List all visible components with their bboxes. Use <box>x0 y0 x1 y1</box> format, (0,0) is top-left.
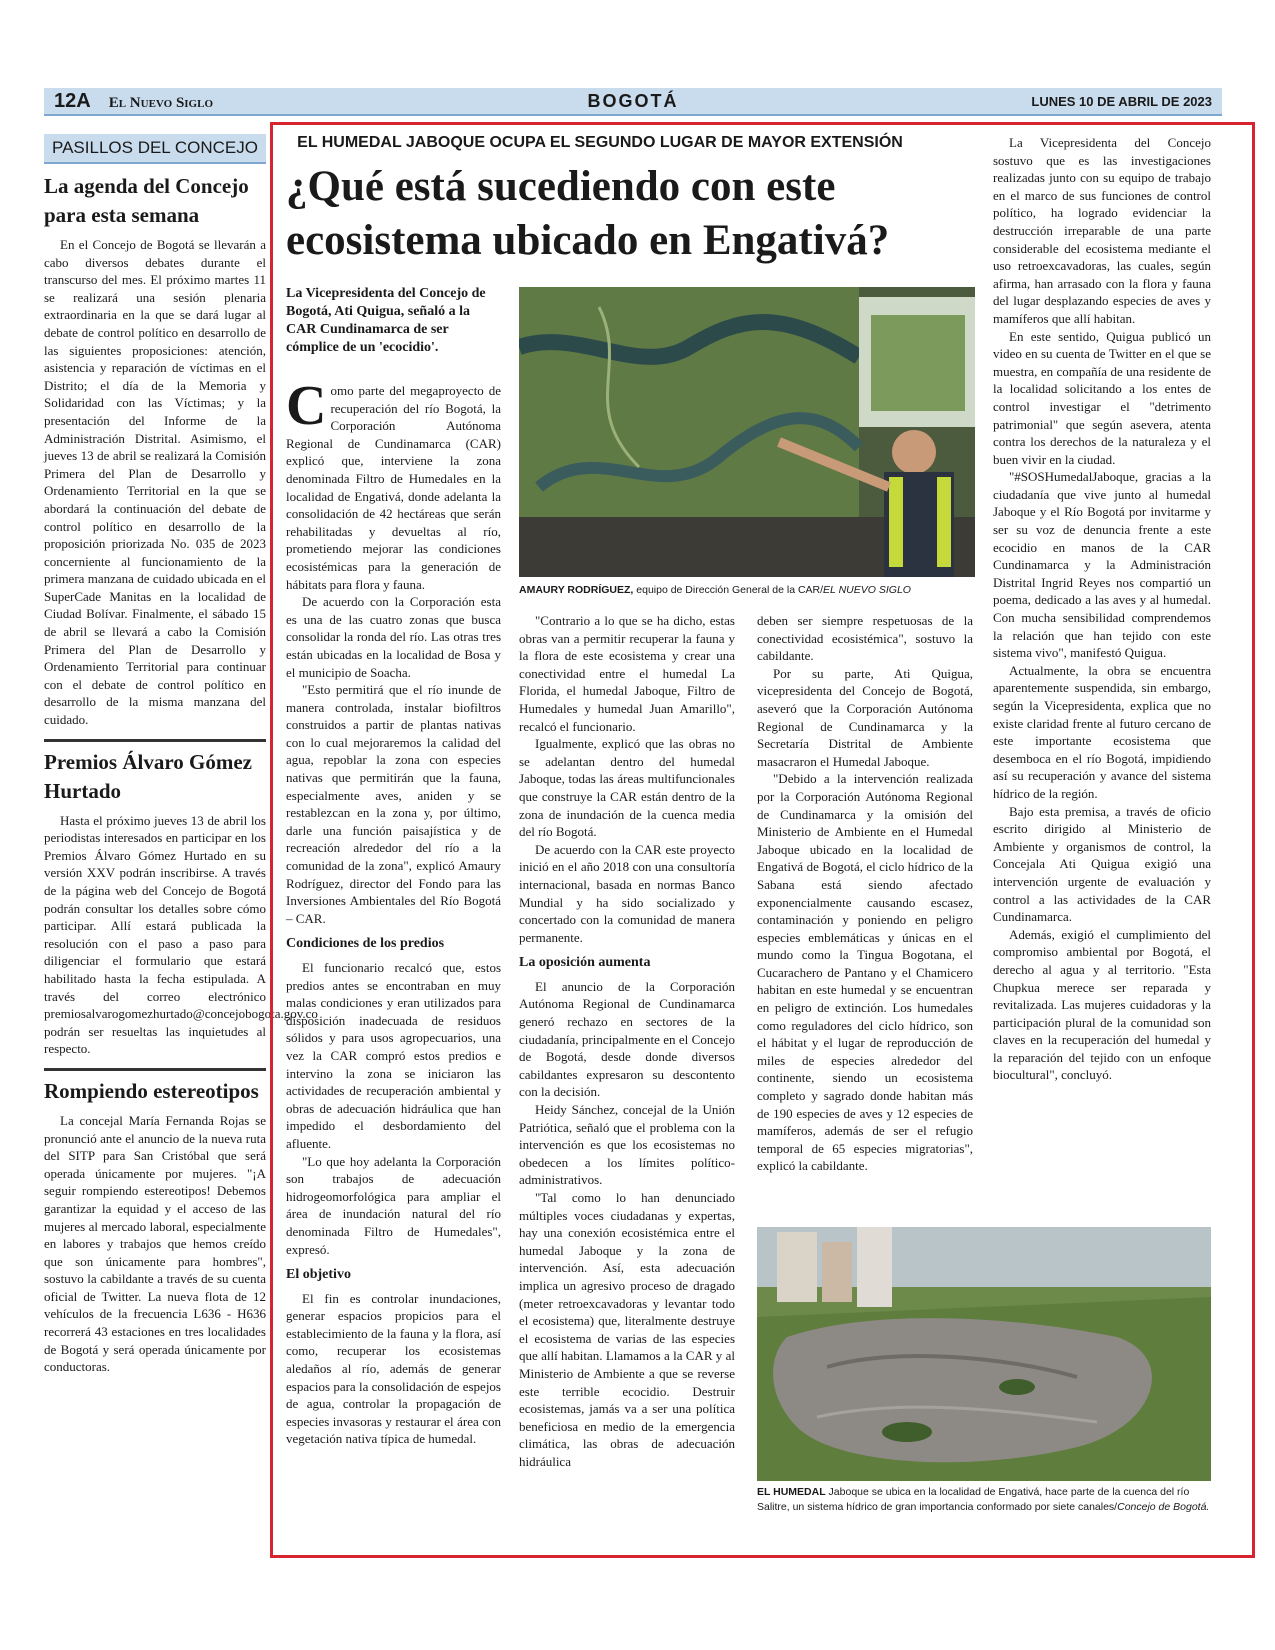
article-paragraph: De acuerdo con la Corporación esta es una de las cuatro zonas que busca consolidar la ronda del río. Las otras tres están ubicadas en la localidad de Bosa y el municipio de Soacha. <box>286 594 501 680</box>
article-paragraph: El funcionario recalcó que, estos predios antes se encontraban en muy malas condiciones y eran utilizados para disposición inadecuada de residuos sólidos y para usos agropecuarios, una vez la CAR compró estos predios e intervino la zona se iniciaron las actividades de recuperación ambiental y obras de adecuación hidráulica que han impedido el desbordamiento del afluente. <box>286 960 501 1151</box>
article-paragraph: Como parte del megaproyecto de recuperación del río Bogotá, la Corporación Autónoma Regional de Cundinamarca (CAR) explicó que, interviene la zona denominada Filtro de Humedales en la localidad de Engativá, donde adelanta la consolidación de 42 hectáreas que serán rehabilitadas y devueltas al río, prometiendo mejorar las condiciones ecosistémicas para la generación de hábitats para flora y fauna. <box>286 375 501 592</box>
newspaper-name: El Nuevo Siglo <box>108 94 214 111</box>
sidebar-story-title: La agenda del Concejo para esta semana <box>44 174 249 227</box>
divider <box>44 1068 266 1071</box>
sidebar-kicker: PASILLOS DEL CONCEJO <box>44 134 266 164</box>
article-paragraph: El fin es controlar inundaciones, generar espacios propicios para el establecimiento de la fauna y la flora, así como, recuperar los ecosistemas aledaños al río, además de generar espacios para la consolidación de espejos de agua, controlar la propagación de especies invasoras y restaurar el área con vegetación nativa típica de humedal. <box>286 1290 501 1447</box>
photo-presentation <box>519 287 975 577</box>
article-paragraph: "Lo que hoy adelanta la Corporación son trabajos de adecuación hidrogeomorfológica para ampliar el área de inundación natural del río denominada Filtro de Humedales", expresó. <box>286 1153 501 1257</box>
article-paragraph: Por su parte, Ati Quigua, vicepresidenta del Concejo de Bogotá, aseveró que la Corporación Autónoma Regional de Cundinamarca y la Secretaría Distrital de Ambiente masacraron el Humedal Jaboque. <box>757 665 973 769</box>
sidebar-story-title: Rompiendo estereotipos <box>44 1078 259 1103</box>
article-paragraph: "Tal como lo han denunciado múltiples voces ciudadanas y expertas, hay una conexión ecosistémica entre el humedal Jaboque y la zona de intervención. Así, esta adecuación implica un agresivo proceso de dragado (meter retroexcavadoras y levantar todo el ecosistema) que, literalmente destruye el ecosistema de varias de las especies que allí habitan. Llamamos a la CAR y al Ministerio de Ambiente a que se reverse este terrible ecocidio. Destruir ecosistemas, jamás va a ser una política beneficiosa en medio de la emergencia climática, las obras de adecuación hidráulica <box>519 1190 735 1469</box>
article-column-1 <box>286 375 501 1448</box>
article-paragraph: "Contrario a lo que se ha dicho, estas obras van a permitir recuperar la fauna y la flora de este ecosistema y crear una conectividad entre el humedal La Florida, el humedal Jaboque, Filtro de Humedales y humedal Juan Amarillo", recalcó el funcionario. <box>519 613 735 734</box>
subheading: El objetivo <box>286 1267 351 1283</box>
subheading: La oposición aumenta <box>519 955 651 971</box>
article-paragraph: Bajo esta premisa, a través de oficio escrito dirigido al Ministerio de Ambiente y organismos de control, la Concejala Ati Quigua exigió una intervención urgente de evaluación y control a las actividades de la CAR Cundinamarca. <box>993 803 1211 925</box>
article-paragraph: Igualmente, explicó que las obras no se adelantan dentro del humedal Jaboque, todas las áreas multifuncionales que construye la CAR están dentro de la zona de inundación de la cuenca media del río Bogotá. <box>519 736 735 840</box>
caption-text: equipo de Dirección General de la CAR/ <box>633 584 824 596</box>
sidebar-column <box>44 134 318 1376</box>
article-paragraph: "Debido a la intervención realizada por la Corporación Autónoma Regional de Cundinamarca y la omisión del Ministerio de Ambiente en el Humedal Jaboque ubicado en la localidad de Engativá de Bogotá, el ciclo hídrico de la Sabana está siendo afectado exponencialmente causando escasez, contaminación y poniendo en peligro especies emblemáticas y únicas en el mundo como la Tingua Bogotana, el Cucarachero de Pantano y el Chamicero habitan en este humedal y se encuentran en peligro de extinción. Los humedales como reguladores del ciclo hídrico, son el hábitat y el lugar de reproducción de miles de especies alrededor del continente, siendo un ecosistema completo y sagrado donde habitan más de 190 especies de aves y 12 especies de mamíferos, además de ser el refugio temporal de 65 especies migratorias", explicó la cabildante. <box>757 771 973 1174</box>
section-title: BOGOTÁ <box>587 90 679 111</box>
photo-caption <box>757 1485 1211 1515</box>
article-column-4 <box>993 134 1211 1084</box>
article-paragraph: "Esto permitirá que el río inunde de manera controlada, instalar biofiltros construidos a partir de plantas nativas con lo cual mejoraremos la calidad del agua, repoblar la zona con especies nativas que permitirán que la fauna, especialmente aves, aniden y se restablezcan en la zona y, por último, darle una función paisajística y de recreación alrededor del río a la comunidad de la zona", explicó Amaury Rodríguez, director del Fondo para las Inversiones Ambientales del Río Bogotá – CAR. <box>286 682 501 926</box>
page-header <box>44 88 1222 116</box>
sidebar-story-text: Hasta el próximo jueves 13 de abril los periodistas interesados en participar en los Premios Álvaro Gómez Hurtado en su versión XXV podrán inscribirse. A través de la página web del Concejo de Bogotá podrán consultar los detalles sobre cómo participar. Allí estará publicada la resolución con el paso a paso para diligenciar el formulario que estará habilitado hasta la fecha estipulada. A través del correo electrónico premiosalvarogomezhurtado@concejobogota.gov.co podrán ser resueltas las inquietudes al respecto. <box>44 812 318 1057</box>
page-number: 12A <box>54 89 91 112</box>
article-paragraph: La Vicepresidenta del Concejo sostuvo que es las investigaciones realizadas junto con su equipo de trabajo en el marco de sus funciones de control político, ha logrado evidenciar la destrucción irreparable de una parte considerable del ecosistema mediante el uso retroexcavadoras, las cuales, según afirma, han arrasado con la flora y fauna del lugar desplazando especies de aves y mamíferos que allí habitan. <box>993 135 1211 326</box>
sidebar-story-text: En el Concejo de Bogotá se llevarán a cabo diversos debates durante el transcurso del mes. El próximo martes 11 se realizará una sesión plenaria extraordinaria en la que se dará lugar al debate de control político en desarrollo de las siguientes proposiciones: atención, asistencia y reparación de víctimas en el Distrito; el día de la Memoria y Solidaridad con las Víctimas; y la presentación del Informe de la Administración Distrital. Asimismo, el jueves 13 de abril se realizará la Comisión Primera del Plan de Desarrollo y Ordenamiento Territorial en la que se abordará la continuación del debate de control político en desarrollo de la proposición priorizada No. 035 de 2023 concerniente al funcionamiento de la primera manzana de cuidado ubicada en el SuperCade Manitas en la localidad de Ciudad Bolívar. Finalmente, el sábado 15 de abril se llevará a cabo la Comisión Primera del Plan de Desarrollo y Ordenamiento Territorial para continuar con el debate de control político en desarrollo de la misma manzana del cuidado. <box>44 237 266 728</box>
article-column-3 <box>757 612 973 1175</box>
article-paragraph: En este sentido, Quigua publicó un video en su cuenta de Twitter en el que se muestra, en compañía de una residente de la localidad solicitando a los entes de control investigar el "detrimento patrimonial" que según asevera, atenta contra los derechos de la naturaleza y el buen vivir en la ciudad. <box>993 328 1211 467</box>
article-paragraph: De acuerdo con la CAR este proyecto inició en el año 2018 con una consultoría internacional, basada en normas Banco Mundial y ha sido socializado y concertado con la comunidad de manera permanente. <box>519 841 735 945</box>
article-column-2 <box>519 612 735 1471</box>
photo-caption <box>519 584 975 596</box>
article-paragraph: El anuncio de la Corporación Autónoma Regional de Cundinamarca generó rechazo en sectores de la ciudadanía, principalmente en el Concejo de Bogotá, desde donde diversos cabildantes expresaron su descontento con la decisión. <box>519 978 735 1100</box>
sidebar-story-title: Premios Álvaro Gómez Hurtado <box>44 749 253 803</box>
issue-date: LUNES 10 DE ABRIL DE 2023 <box>1031 93 1212 109</box>
article-paragraph: Heidy Sánchez, concejal de la Unión Patriótica, señaló que el problema con la intervención es que los ecosistemas no obedecen a los límites político-administrativos. <box>519 1102 735 1188</box>
photo-wetland-aerial <box>757 1227 1211 1481</box>
article-paragraph: "#SOSHumedalJaboque, gracias a la ciudadanía que vive junto al humedal Jaboque y el Río Bogotá por invitarme y ser su voz de denuncia frente a este ecocidio en manos de la CAR Cundinamarca y la Administración Distrital Ingrid Reyes nos compartió un poema, dedicado a las aves y al humedal. Con mucha sensibilidad comprendemos la relación que han tejido con este sistema vivo", manifestó Quigua. <box>993 469 1211 661</box>
divider <box>44 739 266 742</box>
article-paragraph: Además, exigió el cumplimiento del compromiso ambiental por Bogotá, el derecho al agua y al territorio. "Esta Chupkua merece ser reparada y revitalizada. Las mujeres cuidadoras y la participación plural de la comunidad son claves en la recuperación del humedal y la reparación del tejido con un enfoque biocultural", concluyó. <box>993 926 1211 1083</box>
subheading: Condiciones de los predios <box>286 936 445 952</box>
photo-credit: EL NUEVO SIGLO <box>823 584 911 596</box>
article-kicker: EL HUMEDAL JABOQUE OCUPA EL SEGUNDO LUGAR DE MAYOR EXTENSIÓN <box>297 134 903 151</box>
article-headline: ¿Qué está sucediendo con este ecosistema ubicado en Engativá? <box>286 163 890 264</box>
caption-name: AMAURY RODRÍGUEZ, <box>519 584 634 596</box>
caption-label: EL HUMEDAL <box>757 1486 826 1498</box>
article-paragraph: Actualmente, la obra se encuentra aparentemente suspendida, sin embargo, según la Vicepresidenta, explica que no existe claridad frente al futuro cercano de este importante ecosistema que desemboca en el río Bogotá, impidiendo así su recuperación y avance del sistema hídrico de la región. <box>993 662 1211 801</box>
sidebar-story-text: La concejal María Fernanda Rojas se pronunció ante el anuncio de la nueva ruta del SITP para San Cristóbal que será operada únicamente por mujeres. "¡A seguir rompiendo estereotipos! Debemos garantizar la equidad y el acceso de las mujeres al mercado laboral, especialmente en labores y trabajos que hemos creído que son únicamente para hombres", sostuvo la cabildante a través de su cuenta oficial de Twitter. La nueva flota de 12 vehículos de la frecuencia L636 - H636 recorrerá 43 estaciones en tres localidades de Bogotá y será operada únicamente por conductoras. <box>44 1112 266 1375</box>
caption-text: Jaboque se ubica en la localidad de Engativá, hace parte de la cuenca del río Salitre, un sistema hídrico de gran importancia conformado por siete canales/ <box>757 1486 1190 1513</box>
article-deck: La Vicepresidenta del Concejo de Bogotá, Ati Quigua, señaló a la CAR Cundinamarca de ser cómplice de un 'ecocidio'. <box>286 286 486 355</box>
article-paragraph: deben ser siempre respetuosas de la conectividad ecosistémica", sostuvo la cabildante. <box>757 613 973 664</box>
photo-credit: Concejo de Bogotá. <box>1117 1501 1210 1513</box>
